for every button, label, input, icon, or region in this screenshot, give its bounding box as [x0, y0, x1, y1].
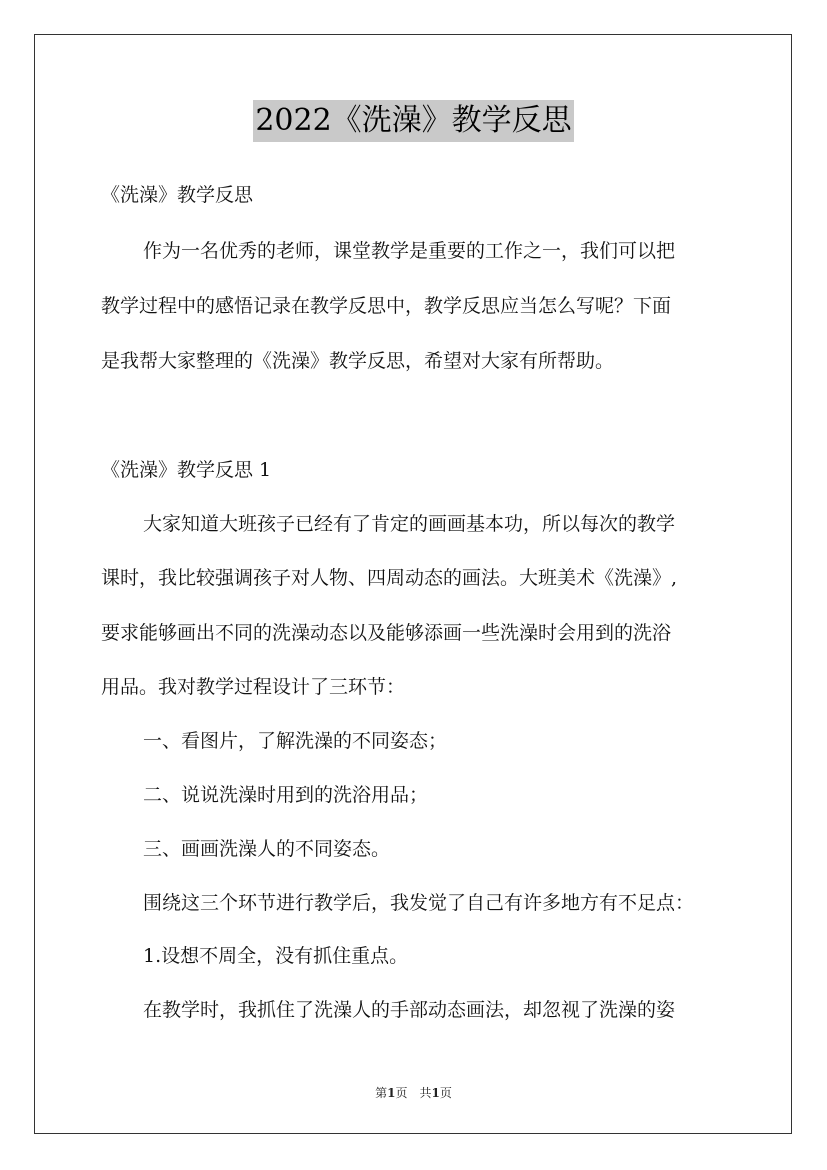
subtitle: 《洗澡》教学反思 [101, 184, 254, 206]
footer-prefix: 第 [375, 1086, 388, 1100]
body-line-3: 要求能够画出不同的洗澡动态以及能够添画一些洗澡时会用到的洗浴 [101, 622, 672, 644]
document-title-wrapper [0, 100, 827, 142]
step-2: 二、说说洗澡时用到的洗浴用品； [143, 784, 429, 806]
intro-line-2: 教学过程中的感悟记录在教学反思中，教学反思应当怎么写呢？下面 [101, 295, 672, 317]
document-title: 2022《洗澡》教学反思 [253, 100, 573, 142]
body-line-1: 大家知道大班孩子已经有了肯定的画画基本功，所以每次的教学 [143, 513, 676, 535]
step-1: 一、看图片，了解洗澡的不同姿态； [143, 730, 448, 752]
body-line-4: 用品。我对教学过程设计了三环节： [101, 676, 406, 698]
intro-line-1: 作为一名优秀的老师，课堂教学是重要的工作之一，我们可以把 [143, 240, 676, 262]
detail-line: 在教学时，我抓住了洗澡人的手部动态画法，却忽视了洗澡的姿 [143, 999, 676, 1021]
page-footer [0, 1084, 827, 1101]
body-line-2: 课时，我比较强调孩子对人物、四周动态的画法。大班美术《洗澡》, [101, 567, 678, 589]
footer-page-total: 1 [431, 1086, 440, 1100]
reflection-line: 围绕这三个环节进行教学后，我发觉了自己有许多地方有不足点： [143, 892, 695, 914]
intro-line-3: 是我帮大家整理的《洗澡》教学反思，希望对大家有所帮助。 [101, 350, 615, 372]
footer-middle: 页 共 [395, 1086, 432, 1100]
footer-page-number: 1 [387, 1086, 396, 1100]
step-3: 三、画画洗澡人的不同姿态。 [143, 838, 391, 860]
point-1: 1.设想不周全，没有抓住重点。 [143, 945, 409, 967]
footer-suffix: 页 [439, 1086, 452, 1100]
section-heading: 《洗澡》教学反思 1 [101, 459, 272, 481]
